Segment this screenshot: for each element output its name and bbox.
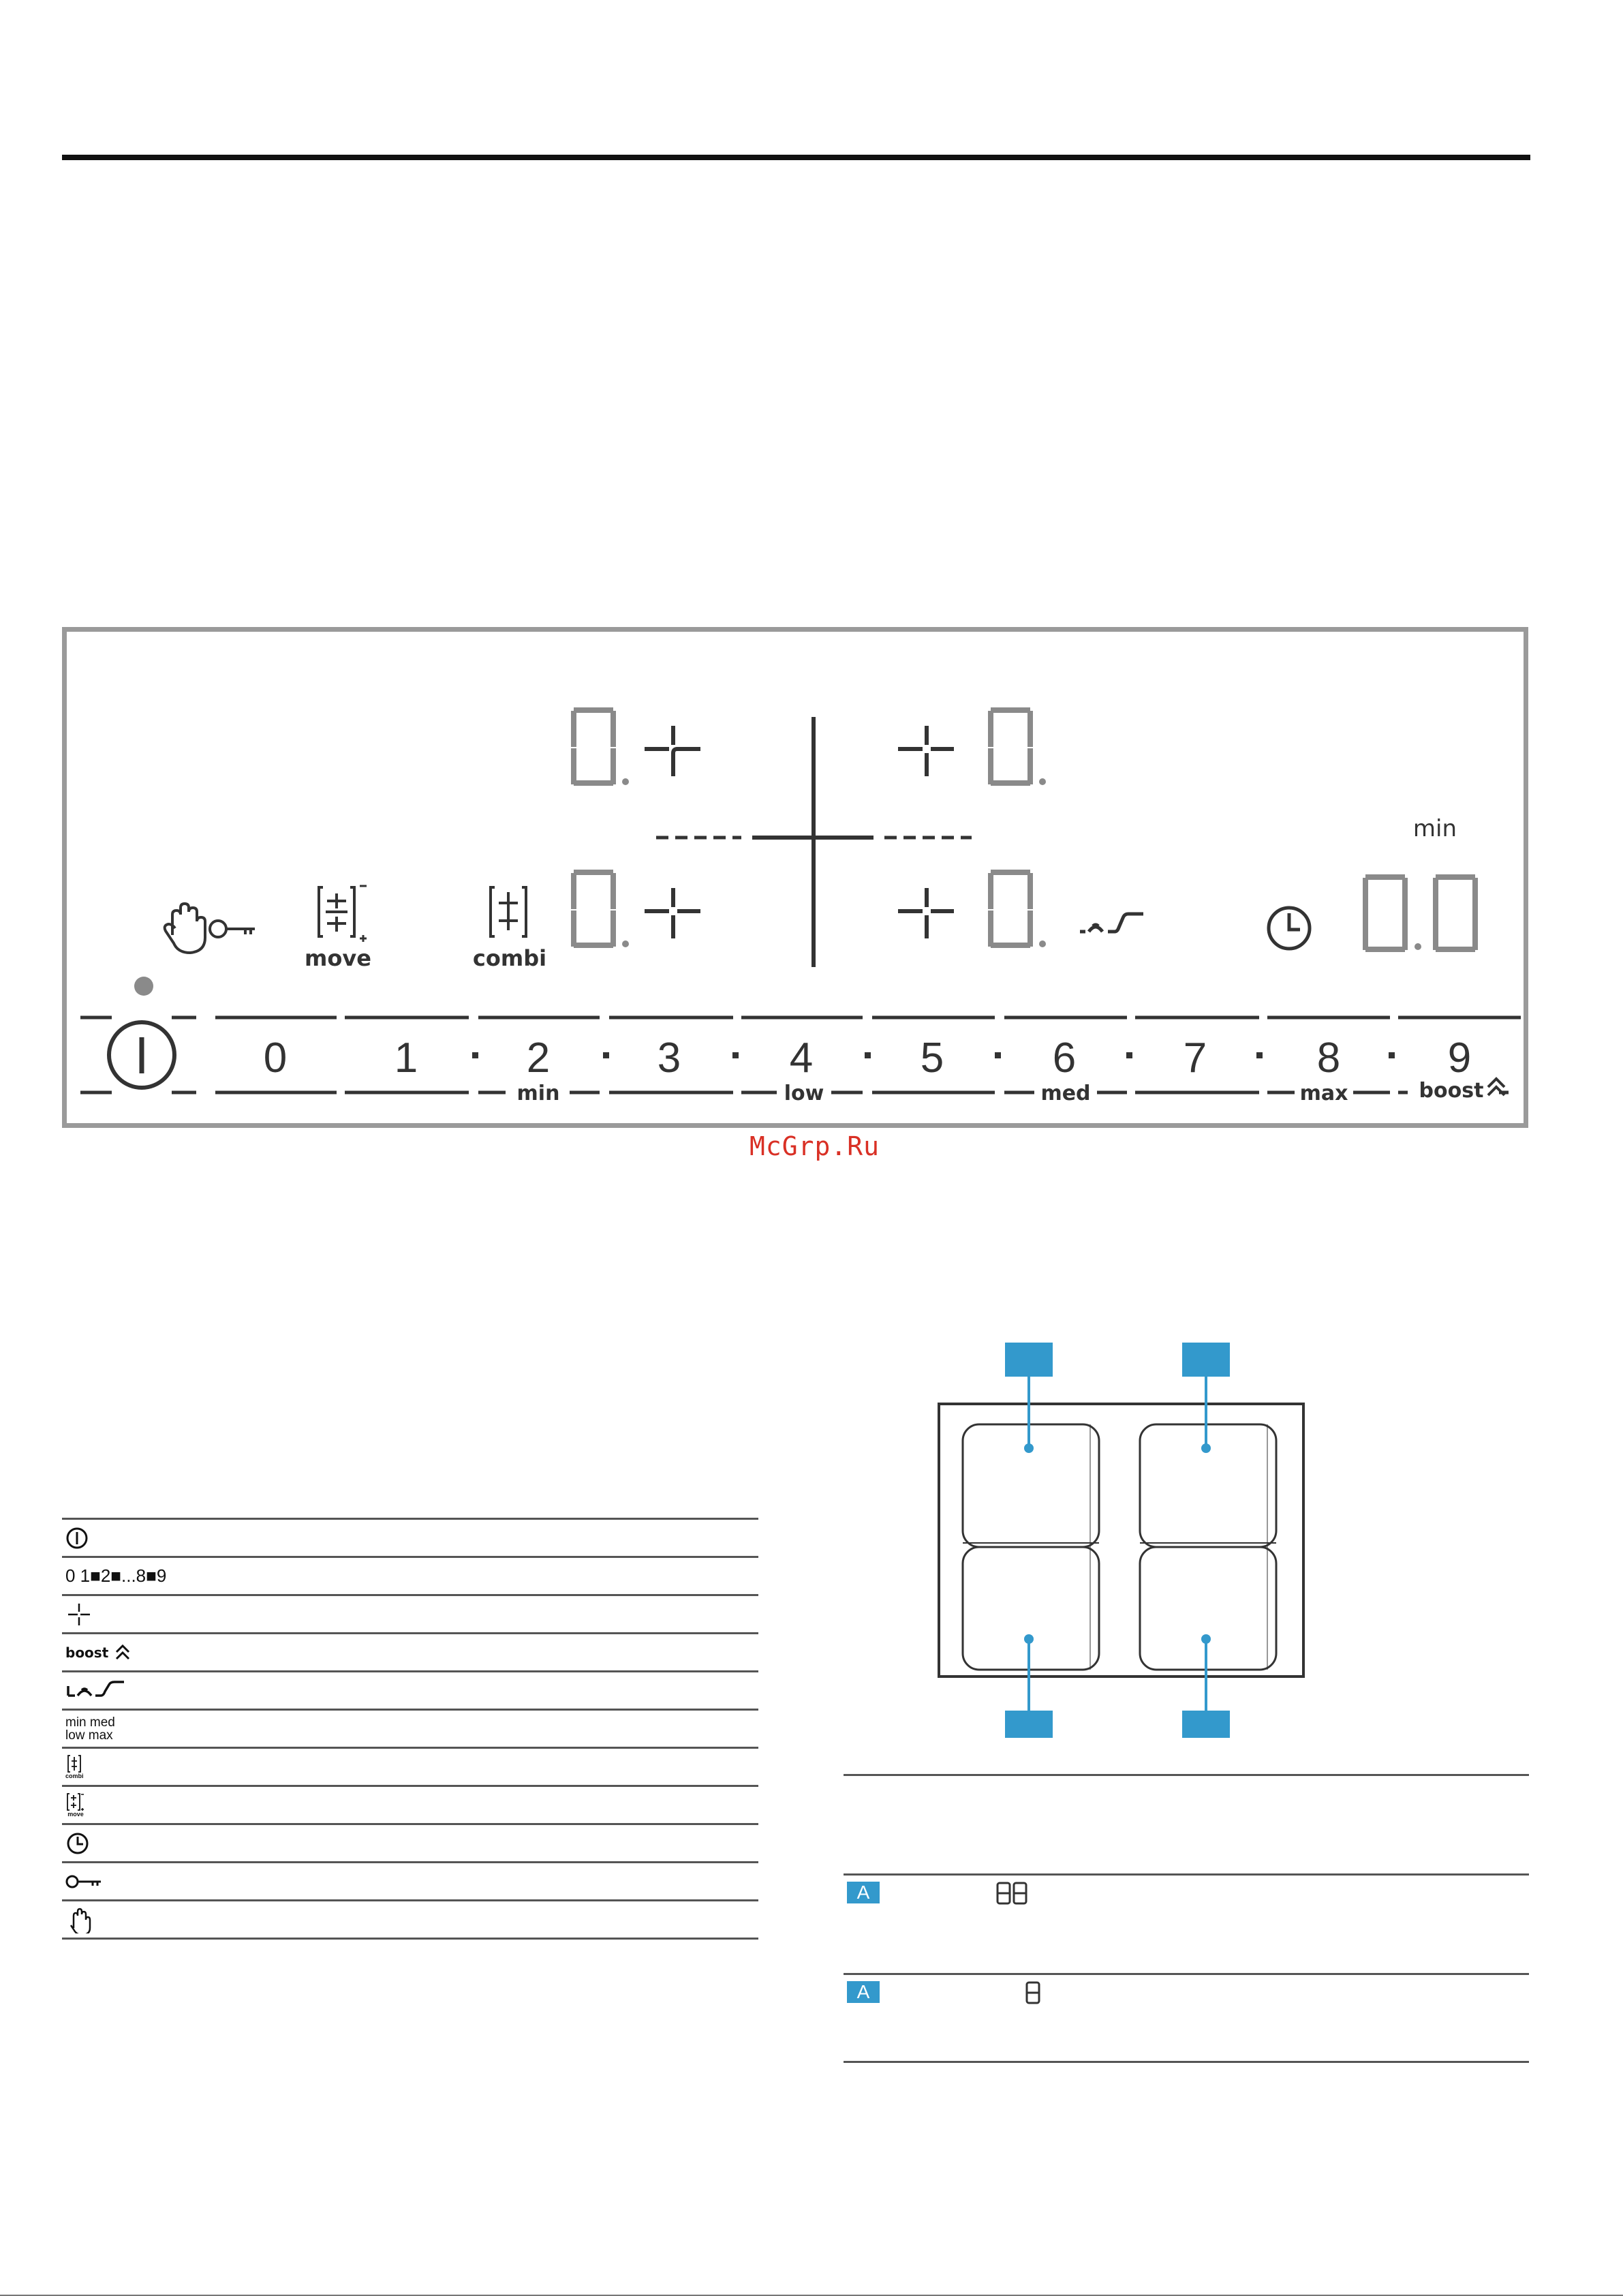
move-icon xyxy=(65,1792,86,1811)
power-levels-text: 0 1■2■...8■9 xyxy=(65,1565,167,1586)
combi-small-label: combi xyxy=(65,1773,84,1779)
cooking-zone-icon xyxy=(65,1601,93,1628)
table-row xyxy=(62,1825,758,1863)
hob-diagram xyxy=(933,1343,1316,1738)
timer-digit-2 xyxy=(1436,877,1475,949)
table-row xyxy=(62,1901,758,1940)
table-row xyxy=(62,1634,758,1672)
callout-rear-right xyxy=(1182,1343,1230,1377)
slider-level-5[interactable]: 5 xyxy=(920,1035,944,1082)
levels-line-1: min med xyxy=(65,1715,115,1730)
table-row xyxy=(62,1558,758,1596)
clock-icon xyxy=(65,1831,90,1856)
zone-badge: A xyxy=(847,1981,880,2003)
callout-rear-left xyxy=(1005,1343,1053,1377)
slider-level-9[interactable]: 9 xyxy=(1447,1035,1472,1082)
zone-table-top-rule xyxy=(844,1774,1529,1776)
zone-table-bottom-rule xyxy=(844,2061,1529,2063)
boost-label: boost xyxy=(65,1644,109,1661)
control-panel-drawing xyxy=(67,632,1524,1123)
header-rule xyxy=(62,155,1530,160)
control-panel xyxy=(62,627,1528,1128)
hand-icon[interactable] xyxy=(165,904,205,953)
hob-drawing xyxy=(933,1343,1316,1738)
display-front-left xyxy=(574,872,629,947)
slider-label-med: med xyxy=(1040,1082,1091,1105)
display-rear-right xyxy=(991,710,1046,785)
table-row xyxy=(62,1787,758,1825)
table-row xyxy=(62,1863,758,1901)
zone-divider xyxy=(656,717,972,967)
slider-level-3[interactable]: 3 xyxy=(657,1035,681,1082)
slider-level-1[interactable]: 1 xyxy=(394,1035,418,1082)
timer-unit: min xyxy=(1412,815,1457,842)
combi-label: combi xyxy=(472,945,547,971)
zone-symbol-front-left xyxy=(645,888,700,938)
slider-level-6[interactable]: 6 xyxy=(1052,1035,1077,1082)
combi-icon[interactable] xyxy=(491,887,526,936)
zone-symbol-front-right xyxy=(898,888,954,938)
display-front-right xyxy=(991,872,1046,947)
table-row xyxy=(62,1672,758,1711)
move-icon[interactable] xyxy=(319,886,367,942)
slider-label-low: low xyxy=(784,1082,824,1105)
table-row xyxy=(62,1520,758,1558)
slider-label-max: max xyxy=(1299,1082,1348,1105)
levels-line-2: low max xyxy=(65,1728,113,1743)
power-button[interactable] xyxy=(80,1017,196,1092)
symbol-table xyxy=(62,1480,758,1940)
callout-front-right xyxy=(1182,1711,1230,1738)
timer-digit-1 xyxy=(1365,877,1421,950)
double-chevron-up-icon xyxy=(1488,1079,1504,1095)
clock-icon[interactable] xyxy=(1269,908,1310,949)
key-icon xyxy=(65,1871,104,1892)
two-zone-icon xyxy=(996,1882,1029,1905)
slider-level-0[interactable]: 0 xyxy=(263,1035,288,1082)
fry-sensor-icon xyxy=(65,1681,127,1701)
zone-symbol-rear-right xyxy=(898,726,954,776)
key-icon[interactable] xyxy=(210,921,255,937)
slider-label-min: min xyxy=(516,1082,560,1105)
table-row xyxy=(62,1596,758,1634)
hand-icon xyxy=(65,1906,93,1933)
indicator-led xyxy=(134,977,153,996)
symbol-table-header xyxy=(62,1480,758,1520)
callout-front-left xyxy=(1005,1711,1053,1738)
zone-symbol-rear-left xyxy=(645,726,700,776)
move-label: move xyxy=(305,945,371,971)
single-zone-icon xyxy=(1025,1981,1042,2004)
combi-icon xyxy=(66,1754,82,1773)
power-icon xyxy=(65,1527,89,1550)
fry-sensor-icon[interactable] xyxy=(1080,914,1143,932)
double-chevron-up-icon xyxy=(112,1642,133,1663)
zone-badge: A xyxy=(847,1882,880,1903)
slider-level-4[interactable]: 4 xyxy=(789,1035,814,1082)
move-small-label: move xyxy=(67,1811,84,1818)
watermark: McGrp.Ru xyxy=(749,1131,880,1161)
slider-label-boost: boost xyxy=(1419,1079,1484,1103)
slider-level-7[interactable]: 7 xyxy=(1183,1035,1207,1082)
table-row xyxy=(62,1711,758,1749)
slider-level-2[interactable]: 2 xyxy=(526,1035,551,1082)
display-rear-left xyxy=(574,710,629,785)
slider-level-8[interactable]: 8 xyxy=(1316,1035,1341,1082)
table-row xyxy=(62,1749,758,1787)
zone-table-rule xyxy=(844,1973,1529,1975)
zone-table-rule xyxy=(844,1873,1529,1876)
